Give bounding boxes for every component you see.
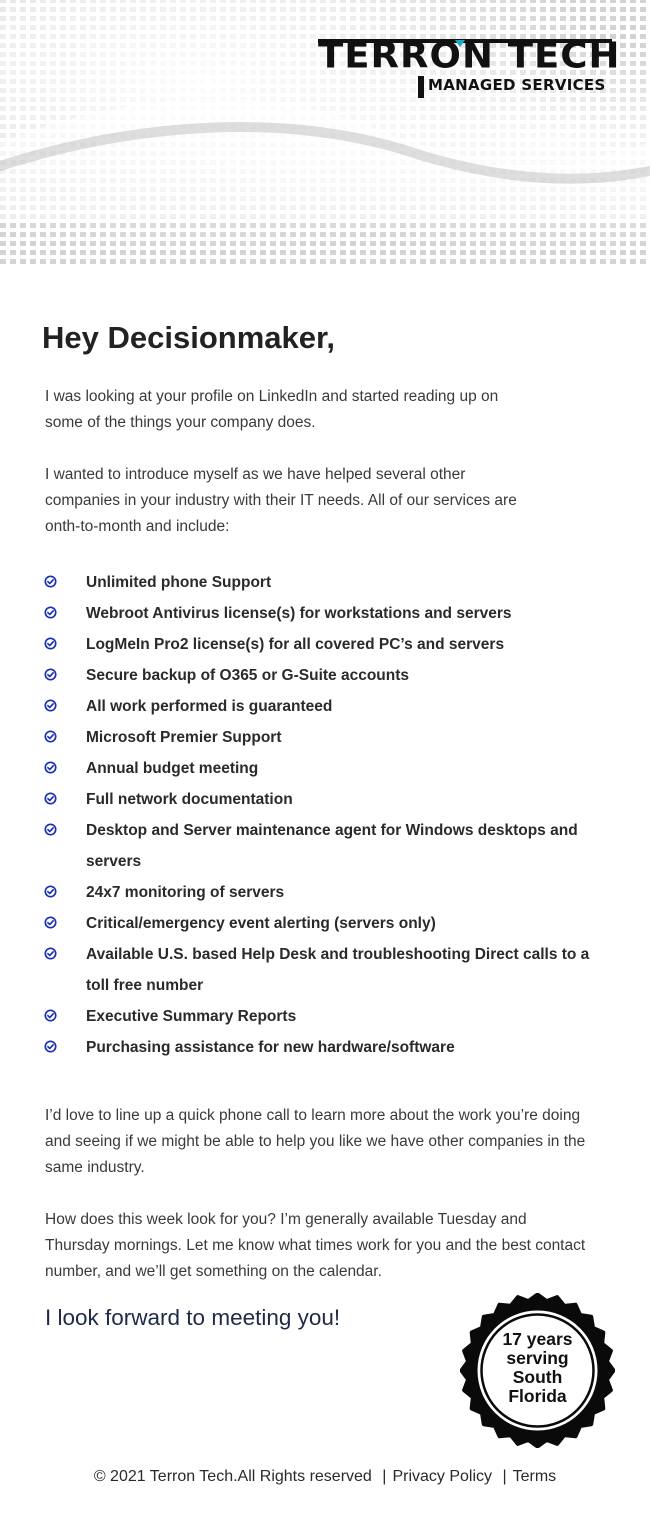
brand-tagline: MANAGED SERVICES — [428, 76, 606, 94]
badge-line-2: serving — [506, 1348, 569, 1368]
feature-text: Available U.S. based Help Desk and troubleshooting Direct calls to a toll free number — [86, 946, 590, 994]
feature-item — [42, 629, 602, 660]
check-circle-icon — [44, 575, 57, 588]
feature-item — [42, 815, 602, 877]
feature-item — [42, 691, 602, 722]
feature-item — [42, 660, 602, 691]
feature-text: All work performed is guaranteed — [86, 698, 333, 715]
feature-text: Full network documentation — [86, 791, 293, 808]
feature-item — [42, 598, 602, 629]
check-circle-icon — [44, 885, 57, 898]
check-circle-icon — [44, 637, 57, 650]
intro-paragraph-2: I wanted to introduce myself as we have helped several other companies in your industry with their IT needs. All of our services are onth-to-month and include: — [45, 466, 517, 535]
check-circle-icon — [44, 823, 57, 836]
check-circle-icon — [44, 947, 57, 960]
feature-text: Secure backup of O365 or G-Suite accounts — [86, 667, 410, 684]
feature-item — [42, 939, 602, 1001]
terms-link[interactable]: Terms — [512, 1468, 557, 1485]
brand-logo[interactable] — [318, 35, 621, 98]
badge-line-4: Florida — [508, 1386, 567, 1406]
check-circle-icon — [44, 606, 57, 619]
feature-item — [42, 1001, 602, 1032]
feature-text: Unlimited phone Support — [86, 574, 272, 591]
feature-list — [42, 567, 602, 1063]
check-circle-icon — [44, 1009, 57, 1022]
privacy-policy-link[interactable]: Privacy Policy — [392, 1468, 493, 1485]
body-paragraph-2: How does this week look for you? I’m generally available Tuesday and Thursday mornings. Let me know what times work for you and the best contact number, and we’ll get something on the calendar. — [45, 1211, 586, 1280]
feature-item — [42, 908, 602, 939]
feature-text: Annual budget meeting — [86, 760, 259, 777]
footer-separator: | — [502, 1468, 507, 1485]
check-circle-icon — [44, 730, 57, 743]
intro-paragraph-1: I was looking at your profile on LinkedIn and started reading up on some of the things your company does. — [45, 388, 499, 431]
badge-line-1: 17 years — [502, 1329, 573, 1349]
badge-text — [460, 1330, 615, 1406]
greeting-heading: Hey Decisionmaker, — [42, 320, 335, 355]
header-banner — [0, 0, 650, 268]
feature-text: Critical/emergency event alerting (servers only) — [86, 915, 436, 932]
brand-name: TERRON TECH — [318, 35, 621, 76]
footer — [0, 1468, 650, 1486]
feature-item — [42, 722, 602, 753]
feature-item — [42, 567, 602, 598]
feature-text: Executive Summary Reports — [86, 1008, 297, 1025]
feature-item — [42, 753, 602, 784]
check-circle-icon — [44, 792, 57, 805]
footer-separator: | — [382, 1468, 387, 1485]
feature-text: Desktop and Server maintenance agent for Windows desktops and servers — [86, 822, 578, 870]
copyright-text: © 2021 Terron Tech.All Rights reserved — [93, 1468, 372, 1485]
feature-text: Microsoft Premier Support — [86, 729, 282, 746]
logo-accent-icon — [455, 40, 465, 47]
check-circle-icon — [44, 916, 57, 929]
body-paragraph-1: I’d love to line up a quick phone call to learn more about the work you’re doing and seeing if we might be able to help you like we have other companies in the same industry. — [45, 1107, 586, 1176]
feature-text: LogMeIn Pro2 license(s) for all covered PC’s and servers — [86, 636, 505, 653]
check-circle-icon — [44, 699, 57, 712]
feature-text: 24x7 monitoring of servers — [86, 884, 285, 901]
feature-item — [42, 1032, 602, 1063]
feature-text: Purchasing assistance for new hardware/software — [86, 1039, 455, 1056]
logo-drop-bar — [418, 76, 424, 98]
feature-item — [42, 784, 602, 815]
feature-item — [42, 877, 602, 908]
check-circle-icon — [44, 761, 57, 774]
badge-line-3: South — [512, 1367, 563, 1387]
check-circle-icon — [44, 1040, 57, 1053]
feature-text: Webroot Antivirus license(s) for workstations and servers — [86, 605, 512, 622]
closing-line: I look forward to meeting you! — [45, 1305, 341, 1330]
check-circle-icon — [44, 668, 57, 681]
